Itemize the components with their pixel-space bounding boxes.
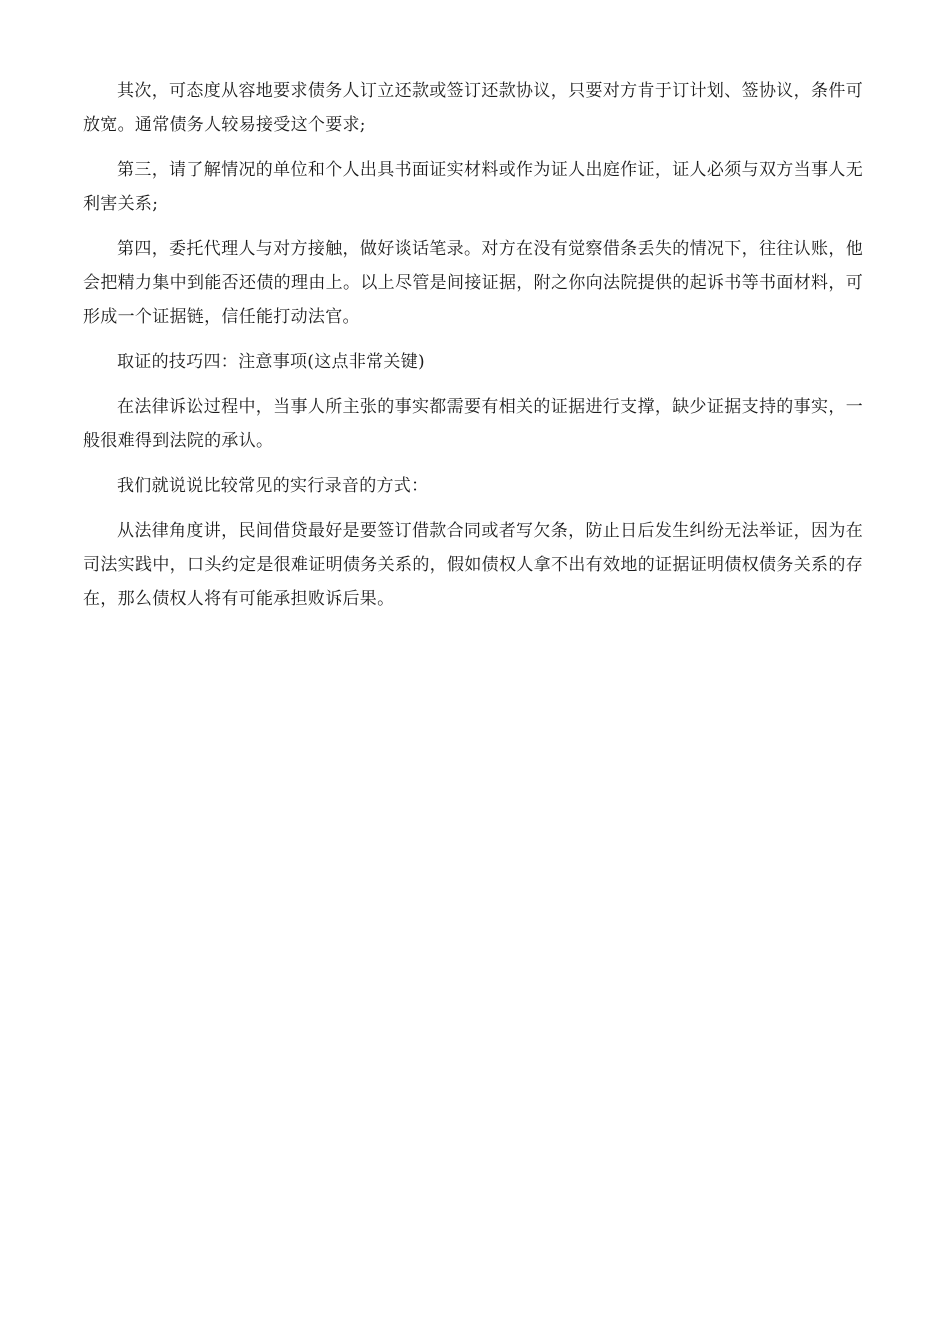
paragraph-recording-intro: 我们就说说比较常见的实行录音的方式： — [117, 476, 429, 496]
paragraph-evidence-support: 在法律诉讼过程中，当事人所主张的事实都需要有相关的证据进行支撑，缺少证据支持的事实，一般很难得到法院的承认。 — [83, 397, 863, 451]
paragraph-repayment-agreement: 其次，可态度从容地要求债务人订立还款或签订还款协议，只要对方肯于订计划、签协议，条件可放宽。通常债务人较易接受这个要求; — [83, 81, 863, 135]
document-body — [83, 74, 863, 627]
paragraph-agent-contact: 第四，委托代理人与对方接触，做好谈话笔录。对方在没有觉察借条丢失的情况下，往往认账，他会把精力集中到能否还债的理由上。以上尽管是间接证据，附之你向法院提供的起诉书等书面材料，可形成一个证据链，信任能打动法官。 — [83, 239, 863, 327]
paragraph-tip-four-heading: 取证的技巧四：注意事项(这点非常关键) — [117, 352, 425, 372]
paragraph-witness-testimony: 第三，请了解情况的单位和个人出具书面证实材料或作为证人出庭作证，证人必须与双方当事人无利害关系; — [83, 160, 863, 214]
paragraph-legal-perspective: 从法律角度讲，民间借贷最好是要签订借款合同或者写欠条，防止日后发生纠纷无法举证，因为在司法实践中，口头约定是很难证明债务关系的，假如债权人拿不出有效地的证据证明债权债务关系的存在，那么债权人将有可能承担败诉后果。 — [83, 521, 863, 609]
